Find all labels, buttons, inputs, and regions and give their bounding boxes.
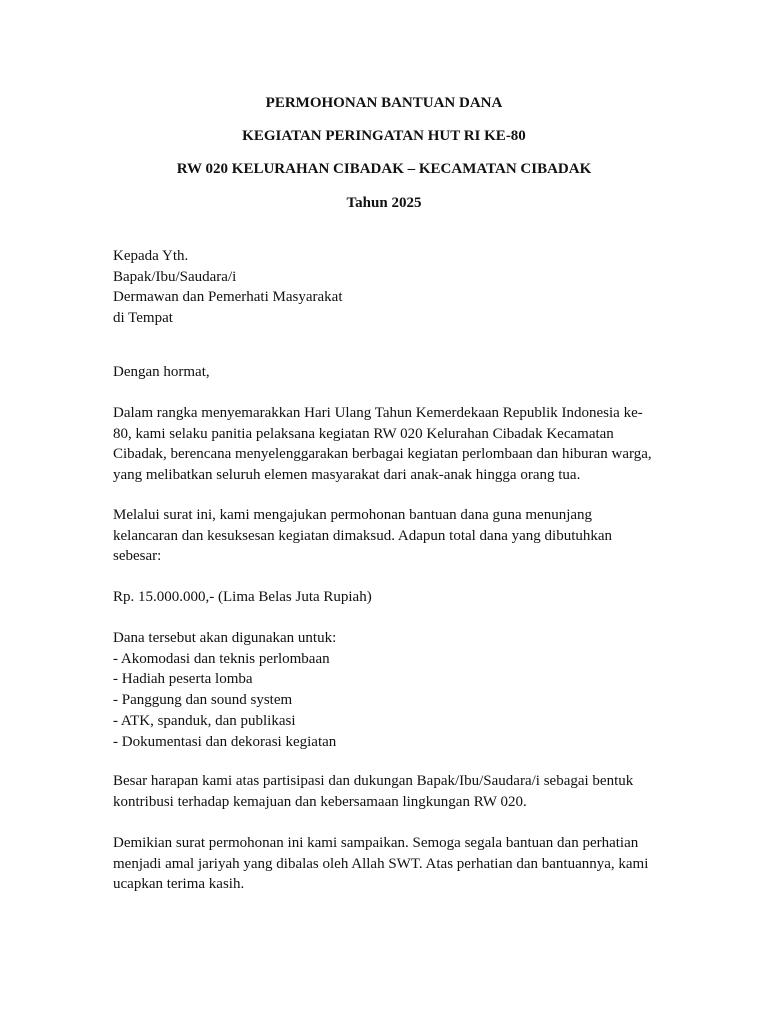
recipient-line: Dermawan dan Pemerhati Masyarakat: [113, 289, 343, 306]
list-item: - Hadiah peserta lomba: [113, 671, 253, 688]
list-item: - Panggung dan sound system: [113, 692, 293, 709]
recipient-block: [113, 246, 663, 329]
recipient-line: di Tempat: [113, 310, 173, 327]
paragraph-line: Besar harapan kami atas partisipasi dan dukungan Bapak/Ibu/Saudara/i sebagai bentuk: [113, 773, 634, 789]
paragraph-line: Dalam rangka menyemarakkan Hari Ulang Tahun Kemerdekaan Republik Indonesia ke-: [113, 405, 643, 421]
greeting: [113, 362, 663, 383]
recipient-line: Bapak/Ibu/Saudara/i: [113, 268, 237, 285]
usage-list: [113, 628, 663, 752]
paragraph-line: Cibadak, berencana menyelenggarakan berbagai kegiatan perlombaan dan hiburan warga,: [113, 446, 652, 463]
paragraph-line: 80, kami selaku panitia pelaksana kegiatan RW 020 Kelurahan Cibadak Kecamatan: [113, 425, 614, 442]
paragraph-line: menjadi amal jariyah yang dibalas oleh Allah SWT. Atas perhatian dan bantuannya, kami: [113, 855, 649, 872]
list-item: - Akomodasi dan teknis perlombaan: [113, 650, 330, 667]
paragraph-line: kelancaran dan kesuksesan kegiatan dimaksud. Adapun total dana yang dibutuhkan: [113, 527, 613, 544]
document-organization: RW 020 KELURAHAN CIBADAK – KECAMATAN CIBADAK: [176, 161, 592, 177]
document-year: Tahun 2025: [346, 195, 422, 211]
paragraph-line: kontribusi terhadap kemajuan dan kebersamaan lingkungan RW 020.: [113, 793, 527, 810]
paragraph-hope: [113, 771, 663, 812]
amount: [113, 587, 663, 608]
paragraph-line: Demikian surat permohonan ini kami sampaikan. Semoga segala bantuan dan perhatian: [113, 835, 639, 851]
paragraph-line: ucapkan terima kasih.: [113, 876, 245, 893]
recipient-line: Kepada Yth.: [113, 248, 189, 264]
list-item: - ATK, spanduk, dan publikasi: [113, 712, 296, 729]
paragraph-closing: [113, 833, 663, 895]
list-item: - Dokumentasi dan dekorasi kegiatan: [113, 733, 337, 750]
document-title: PERMOHONAN BANTUAN DANA: [265, 95, 503, 111]
paragraph-line: yang melibatkan seluruh elemen masyarakat dari anak-anak hingga orang tua.: [113, 467, 581, 484]
greeting-text: Dengan hormat,: [113, 364, 210, 380]
amount-text: Rp. 15.000.000,- (Lima Belas Juta Rupiah): [113, 589, 372, 605]
paragraph-intro: [113, 403, 663, 486]
usage-intro: Dana tersebut akan digunakan untuk:: [113, 630, 337, 646]
paragraph-request: [113, 505, 663, 567]
document-subtitle: KEGIATAN PERINGATAN HUT RI KE-80: [242, 128, 526, 144]
paragraph-line: sebesar:: [113, 548, 162, 565]
paragraph-line: Melalui surat ini, kami mengajukan permohonan bantuan dana guna menunjang: [113, 507, 593, 523]
